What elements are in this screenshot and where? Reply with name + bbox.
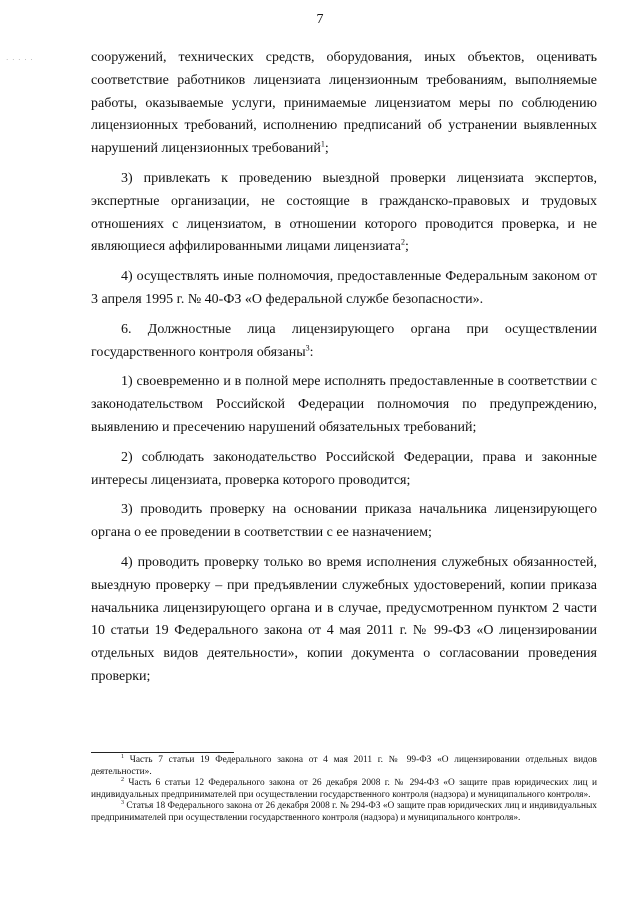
footnote-mark: 3 — [121, 799, 124, 806]
paragraph-text: 4) проводить проверку только во время исполнения служебных обязанностей, выездную проверку – при предъявлении служебных удостоверений, копии приказа начальника лицензирующего органа и в случае, предусмотренном пунктом 2 части 10 статьи 19 Федерального закона от 4 мая 2011 г. № 99-ФЗ «О лицензировании отдельных видов деятельности», копии документа о согласовании проведения проверки; — [91, 554, 597, 684]
footnote-mark: 2 — [121, 776, 124, 783]
footnote-item — [91, 801, 597, 824]
paragraph-text: 2) соблюдать законодательство Российской Федерации, права и законные интересы лицензиата, проверка которого проводится; — [91, 449, 597, 488]
paragraph — [91, 319, 597, 365]
footnote-item — [91, 778, 597, 801]
margin-mark: · · · · · — [6, 56, 34, 64]
paragraph-tail: : — [309, 344, 314, 360]
footnote-ref[interactable]: 1 — [320, 139, 325, 149]
footnote-item — [91, 755, 597, 778]
paragraph — [91, 266, 597, 312]
paragraph-text: 3) проводить проверку на основании приказа начальника лицензирующего органа о ее проведении в соответствии с ее назначением; — [91, 502, 597, 541]
body-text — [91, 47, 597, 696]
footnote-text: Статья 18 Федерального закона от 26 декабря 2008 г. № 294-ФЗ «О защите прав юридических лиц и индивидуальных предпринимателей при осуществлении государственного контроля (надзора) и муниципального контроля». — [91, 801, 597, 823]
paragraph — [91, 371, 597, 439]
footnote-ref[interactable]: 2 — [400, 237, 405, 247]
footnote-mark: 1 — [121, 753, 124, 760]
footnote-text: Часть 6 статьи 12 Федерального закона от 26 декабря 2008 г. № 294-ФЗ «О защите прав юридических лиц и индивидуальных предпринимателей при осуществлении государственного контроля (надзора) и муниципального контроля». — [91, 778, 597, 800]
paragraph-text: 4) осуществлять иные полномочия, предоставленные Федеральным законом от 3 апреля 1995 г. № 40-ФЗ «О федеральной службе безопасности». — [91, 269, 597, 307]
paragraph — [91, 447, 597, 493]
paragraph — [91, 168, 597, 259]
paragraph — [91, 47, 597, 161]
paragraph — [91, 552, 597, 689]
footnote-text: Часть 7 статьи 19 Федерального закона от 4 мая 2011 г. № 99-ФЗ «О лицензировании отдельных видов деятельности». — [91, 755, 597, 777]
paragraph-tail: ; — [404, 239, 409, 255]
paragraph-tail: ; — [324, 141, 329, 157]
footnotes — [91, 755, 597, 824]
paragraph-text: сооружений, технических средств, оборудования, иных объектов, оценивать соответствие работников лицензиата лицензионным требованиям, выполняемые работы, оказываемые услуги, принимаемые лицензиатом меры по соблюдению лицензионных требований, исполнению предписаний об устранении выявленных нарушений лицензионных требований — [91, 50, 597, 157]
paragraph-text: 6. Должностные лица лицензирующего органа при осуществлении государственного контроля обязаны — [91, 321, 597, 360]
paragraph — [91, 499, 597, 545]
paragraph-text: 1) своевременно и в полной мере исполнять предоставленные в соответствии с законодательством Российской Федерации полномочия по предупреждению, выявлению и пресечению нарушений обязательных требований; — [91, 374, 597, 435]
footnote-ref[interactable]: 3 — [305, 342, 310, 352]
footnote-separator — [91, 752, 234, 753]
paragraph-text: 3) привлекать к проведению выездной проверки лицензиата экспертов, экспертные организации, не состоящие в гражданско-правовых и трудовых отношениях с лицензиатом, в отношении которого проводится проверка, и не являющиеся аффилированными лицами лицензиата — [91, 170, 597, 255]
page-number: 7 — [316, 12, 324, 27]
